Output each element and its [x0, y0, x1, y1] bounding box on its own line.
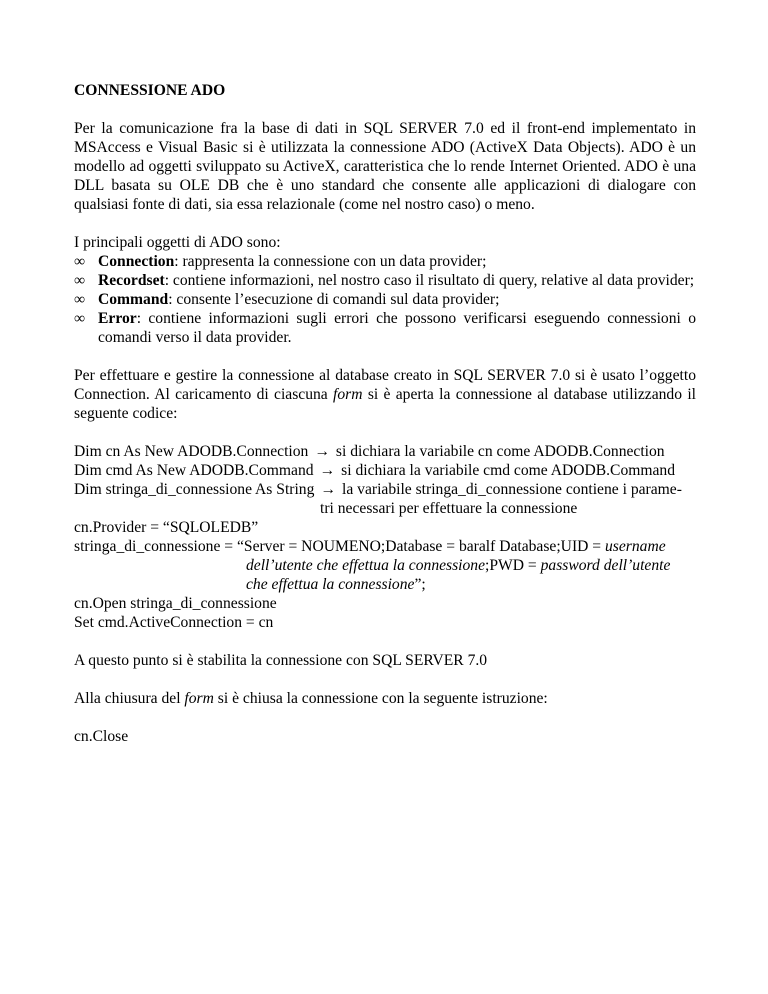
code-line-provider: cn.Provider = “SQLOLEDB” — [74, 519, 259, 536]
object-desc: : rappresenta la connessione con un data provider; — [174, 253, 487, 270]
close-text-a: Alla chiusura del — [74, 690, 185, 707]
infinity-bullet-icon: ∞ — [74, 253, 86, 270]
code-line-dim-cn — [74, 442, 696, 461]
established-paragraph: A questo punto si è stabilita la connessione con SQL SERVER 7.0 — [74, 652, 488, 669]
password-desc: che effettua la connessione — [246, 576, 415, 593]
code-line-open: cn.Open stringa_di_connessione — [74, 595, 277, 612]
connection-text-a: Per effettuare e gestire la connessione al database creato in SQL SERVER 7.0 si è usato l’oggetto Connection. Al caricamento di ciascuna — [74, 367, 696, 403]
intro-paragraph: Per la comunicazione fra la base di dati in SQL SERVER 7.0 ed il front-end implementato in MSAccess e Visual Basic si è utilizzata la connessione ADO (ActiveX Data Objects). ADO è un modello ad oggetti sviluppato su ActiveX, caratteristica che lo rende Internet Oriented. ADO è una DLL basata su OLE DB che è uno standard che consente alle applicazioni di dialogare con qualsiasi fonte di dati, sia essa relazionale (come nel nostro caso) o meno. — [74, 120, 696, 213]
code-line-connstring-cont1 — [74, 556, 696, 575]
code-line-dim-cmd — [74, 461, 696, 480]
close-code: cn.Close — [74, 728, 129, 745]
code-statement: Dim cmd As New ADODB.Command — [74, 462, 314, 479]
object-name: Connection — [98, 253, 175, 270]
username-desc: dell’utente che effettua la connessione — [246, 557, 486, 574]
code-comment: si dichiara la variabile cn come ADODB.Connection — [335, 443, 665, 460]
arrow-right-icon: → — [319, 462, 336, 479]
objects-intro: I principali oggetti di ADO sono: — [74, 234, 281, 251]
code-comment: si dichiara la variabile cmd come ADODB.Command — [341, 462, 676, 479]
connection-paragraph — [74, 366, 696, 423]
list-item — [74, 290, 696, 309]
code-line-dim-str — [74, 480, 696, 499]
object-desc: : consente l’esecuzione di comandi sul data provider; — [168, 291, 500, 308]
form-word: form — [333, 386, 363, 403]
objects-section — [74, 233, 696, 347]
code-comment: la variabile stringa_di_connessione contiene i parame- — [342, 481, 682, 498]
code-line-connstring — [74, 537, 696, 556]
close-paragraph — [74, 689, 696, 708]
form-word: form — [184, 690, 214, 707]
object-desc: : contiene informazioni, nel nostro caso il risultato di query, relative al data provider; — [164, 272, 695, 289]
code-block — [74, 442, 696, 632]
code-statement: ”; — [414, 576, 426, 593]
infinity-bullet-icon: ∞ — [74, 310, 86, 327]
connection-text-b: si è aperta la connessione al database utilizzando il seguente codice: — [74, 386, 696, 422]
object-desc: : contiene informazioni sugli errori che possono verificarsi eseguendo connessioni o comandi verso il data provider. — [98, 310, 696, 346]
code-statement: stringa_di_connessione = “Server = NOUMENO;Database = baralf Database;UID = — [74, 538, 605, 555]
close-text-b: si è chiusa la connessione con la seguente istruzione: — [213, 690, 548, 707]
code-line-connstring-cont2 — [74, 575, 696, 594]
object-name: Command — [98, 291, 169, 308]
objects-list — [74, 252, 696, 347]
code-statement: Dim cn As New ADODB.Connection — [74, 443, 309, 460]
list-item — [74, 309, 696, 347]
code-statement: ;PWD = — [485, 557, 541, 574]
code-line-set: Set cmd.ActiveConnection = cn — [74, 614, 274, 631]
section-title: CONNESSIONE ADO — [74, 82, 226, 99]
arrow-right-icon: → — [314, 443, 330, 460]
list-item — [74, 252, 696, 271]
infinity-bullet-icon: ∞ — [74, 272, 86, 289]
list-item — [74, 271, 696, 290]
arrow-right-icon: → — [320, 481, 336, 498]
username-placeholder: username — [605, 538, 666, 555]
object-name: Recordset — [98, 272, 165, 289]
code-line-dim-str-cont: tri necessari per effettuare la connessione — [320, 500, 578, 517]
code-statement: Dim stringa_di_connessione As String — [74, 481, 315, 498]
object-name: Error — [98, 310, 137, 327]
document-page — [74, 81, 696, 765]
infinity-bullet-icon: ∞ — [74, 291, 86, 308]
password-placeholder: password dell’utente — [540, 557, 671, 574]
